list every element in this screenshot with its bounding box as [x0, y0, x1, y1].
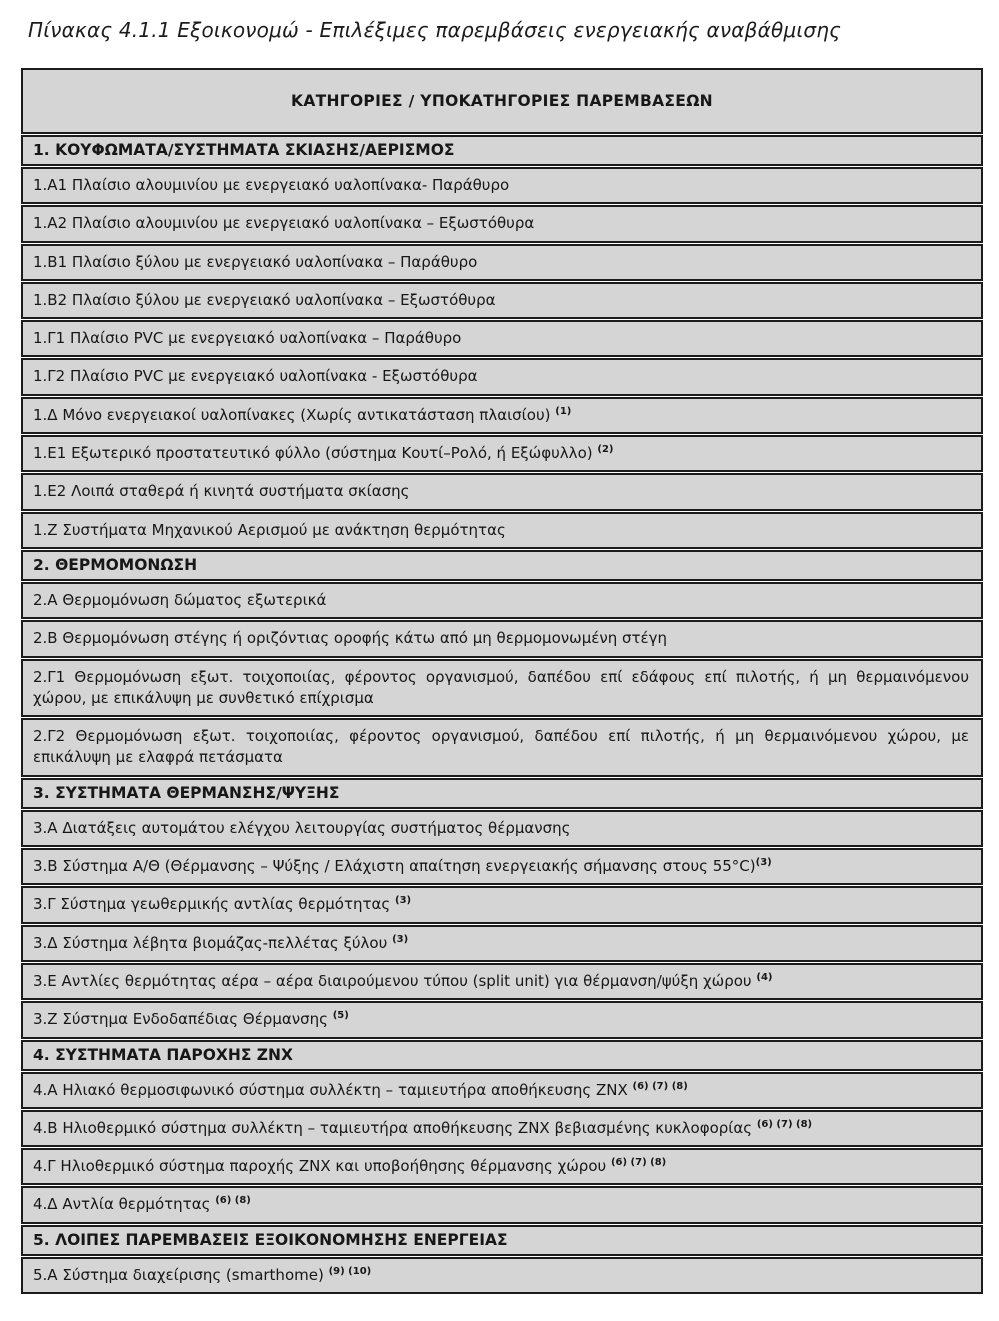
table-section-row	[21, 1225, 983, 1256]
table-row	[21, 358, 983, 395]
table-row	[21, 167, 983, 204]
interventions-table	[21, 68, 983, 1294]
row-footnote-marker: (5)	[332, 1010, 349, 1022]
table-row	[21, 925, 983, 962]
row-text: 4.Β Ηλιοθερμικό σύστημα συλλέκτη – ταμιευτήρα αποθήκευσης ΖΝΧ βεβιασμένης κυκλοφορίας	[33, 1118, 753, 1137]
table-header-row	[21, 68, 983, 134]
table-row	[21, 282, 983, 319]
page-title: Πίνακας 4.1.1 Εξοικονομώ - Επιλέξιμες παρεμβάσεις ενεργειακής αναβάθμισης	[28, 18, 842, 42]
row-footnote-marker: (3)	[395, 895, 412, 907]
table-row	[21, 1148, 983, 1185]
row-text: 1.Β2 Πλαίσιο ξύλου με ενεργειακό υαλοπίνακα – Εξωστόθυρα	[33, 290, 496, 309]
row-text: 3.Ζ Σύστημα Ενδοδαπέδιας Θέρμανσης	[33, 1010, 328, 1029]
row-text: 3. ΣΥΣΤΗΜΑΤΑ ΘΕΡΜΑΝΣΗΣ/ΨΥΞΗΣ	[33, 783, 340, 802]
row-text: 3.Β Σύστημα Α/Θ (Θέρμανσης – Ψύξης / Ελάχιστη απαίτηση ενεργειακής σήμανσης στους 55°C)	[33, 857, 756, 876]
row-text: 4. ΣΥΣΤΗΜΑΤΑ ΠΑΡΟΧΗΣ ΖΝΧ	[33, 1045, 293, 1064]
row-text: 1.Γ2 Πλαίσιο PVC με ενεργειακό υαλοπίνακα - Εξωστόθυρα	[33, 367, 478, 386]
table-row	[21, 397, 983, 434]
table-row	[21, 582, 983, 619]
table-row	[21, 718, 983, 777]
row-footnote-marker: (6) (8)	[215, 1195, 251, 1207]
table-row	[21, 320, 983, 357]
row-footnote-marker: (2)	[597, 444, 614, 456]
table-body	[21, 135, 983, 1294]
row-text: 3.Δ Σύστημα λέβητα βιομάζας-πελλέτας ξύλου	[33, 933, 388, 952]
row-text: 3.Α Διατάξεις αυτομάτου ελέγχου λειτουργίας συστήματος θέρμανσης	[33, 818, 571, 837]
row-footnote-marker: (3)	[392, 933, 409, 945]
row-text: 2.Γ2 Θερμομόνωση εξωτ. τοιχοποιίας, φέροντος οργανισμού, δαπέδου επί πιλοτής, ή μη θερμαινόμενου χώρου, με επικάλυψη με ελαφρά πετάσματα	[33, 727, 969, 767]
row-text: 1.Ε1 Εξωτερικό προστατευτικό φύλλο (σύστημα Κουτί–Ρολό, ή Εξώφυλλο)	[33, 444, 593, 463]
row-text: 1.Ζ Συστήματα Μηχανικού Αερισμού με ανάκτηση θερμότητας	[33, 520, 506, 539]
row-text: 1.Δ Μόνο ενεργειακοί υαλοπίνακες (Χωρίς αντικατάσταση πλαισίου)	[33, 405, 551, 424]
table-row	[21, 473, 983, 510]
row-footnote-marker: (6) (7) (8)	[610, 1157, 667, 1169]
row-footnote-marker: (3)	[755, 857, 772, 869]
row-text: 4.Δ Αντλία θερμότητας	[33, 1195, 211, 1214]
table-row	[21, 1186, 983, 1223]
row-footnote-marker: (4)	[756, 971, 773, 983]
table-row	[21, 435, 983, 472]
row-text: 1. ΚΟΥΦΩΜΑΤΑ/ΣΥΣΤΗΜΑΤΑ ΣΚΙΑΣΗΣ/ΑΕΡΙΣΜΟΣ	[33, 141, 455, 159]
table-row	[21, 848, 983, 885]
table-header-label: ΚΑΤΗΓΟΡΙΕΣ / ΥΠΟΚΑΤΗΓΟΡΙΕΣ ΠΑΡΕΜΒΑΣΕΩΝ	[291, 92, 713, 110]
table-row	[21, 1072, 983, 1109]
row-text: 1.Α2 Πλαίσιο αλουμινίου με ενεργειακό υαλοπίνακα – Εξωστόθυρα	[33, 214, 535, 233]
row-text: 1.Β1 Πλαίσιο ξύλου με ενεργειακό υαλοπίνακα – Παράθυρο	[33, 252, 478, 271]
row-text: 4.Γ Ηλιοθερμικό σύστημα παροχής ΖΝΧ και υποβοήθησης θέρμανσης χώρου	[33, 1157, 607, 1176]
table-section-row	[21, 550, 983, 581]
table-section-row	[21, 1040, 983, 1071]
table-row	[21, 659, 983, 718]
row-text: 2.Γ1 Θερμομόνωση εξωτ. τοιχοποιίας, φέροντος οργανισμού, δαπέδου επί εδάφους επί πιλοτής, ή μη θερμαινόμενου χώρου, με επικάλυψη με συνθετικό επίχρισμα	[33, 667, 969, 707]
row-text: 3.Ε Αντλίες θερμότητας αέρα – αέρα διαιρούμενου τύπου (split unit) για θέρμανση/ψύξη χώρου	[33, 971, 752, 990]
table-row	[21, 810, 983, 847]
row-text: 1.Ε2 Λοιπά σταθερά ή κινητά συστήματα σκίασης	[33, 482, 410, 501]
row-footnote-marker: (6) (7) (8)	[756, 1118, 813, 1130]
table-section-row	[21, 778, 983, 809]
table-row	[21, 244, 983, 281]
table-section-row	[21, 135, 983, 166]
row-footnote-marker: (6) (7) (8)	[632, 1080, 688, 1092]
table-row	[21, 512, 983, 549]
row-footnote-marker: (9) (10)	[328, 1265, 372, 1277]
table-row	[21, 1001, 983, 1038]
row-text: 1.Α1 Πλαίσιο αλουμινίου με ενεργειακό υαλοπίνακα- Παράθυρο	[33, 176, 510, 194]
row-text: 1.Γ1 Πλαίσιο PVC με ενεργειακό υαλοπίνακα – Παράθυρο	[33, 329, 462, 348]
table-row	[21, 963, 983, 1000]
table-row	[21, 886, 983, 923]
row-text: 5.Α Σύστημα διαχείρισης (smarthome)	[33, 1265, 324, 1284]
table-row	[21, 205, 983, 242]
row-text: 5. ΛΟΙΠΕΣ ΠΑΡΕΜΒΑΣΕΙΣ ΕΞΟΙΚΟΝΟΜΗΣΗΣ ΕΝΕΡΓΕΙΑΣ	[33, 1230, 508, 1249]
row-text: 2. ΘΕΡΜΟΜΟΝΩΣΗ	[33, 555, 198, 574]
table-row	[21, 1110, 983, 1147]
row-text: 4.Α Ηλιακό θερμοσιφωνικό σύστημα συλλέκτη – ταμιευτήρα αποθήκευσης ΖΝΧ	[33, 1080, 628, 1099]
row-text: 2.Α Θερμομόνωση δώματος εξωτερικά	[33, 590, 327, 609]
table-row	[21, 620, 983, 657]
row-text: 3.Γ Σύστημα γεωθερμικής αντλίας θερμότητας	[33, 895, 391, 914]
row-footnote-marker: (1)	[555, 405, 572, 417]
table-row	[21, 1257, 983, 1294]
row-text: 2.Β Θερμομόνωση στέγης ή οριζόντιας οροφής κάτω από μη θερμομονωμένη στέγη	[33, 629, 668, 648]
